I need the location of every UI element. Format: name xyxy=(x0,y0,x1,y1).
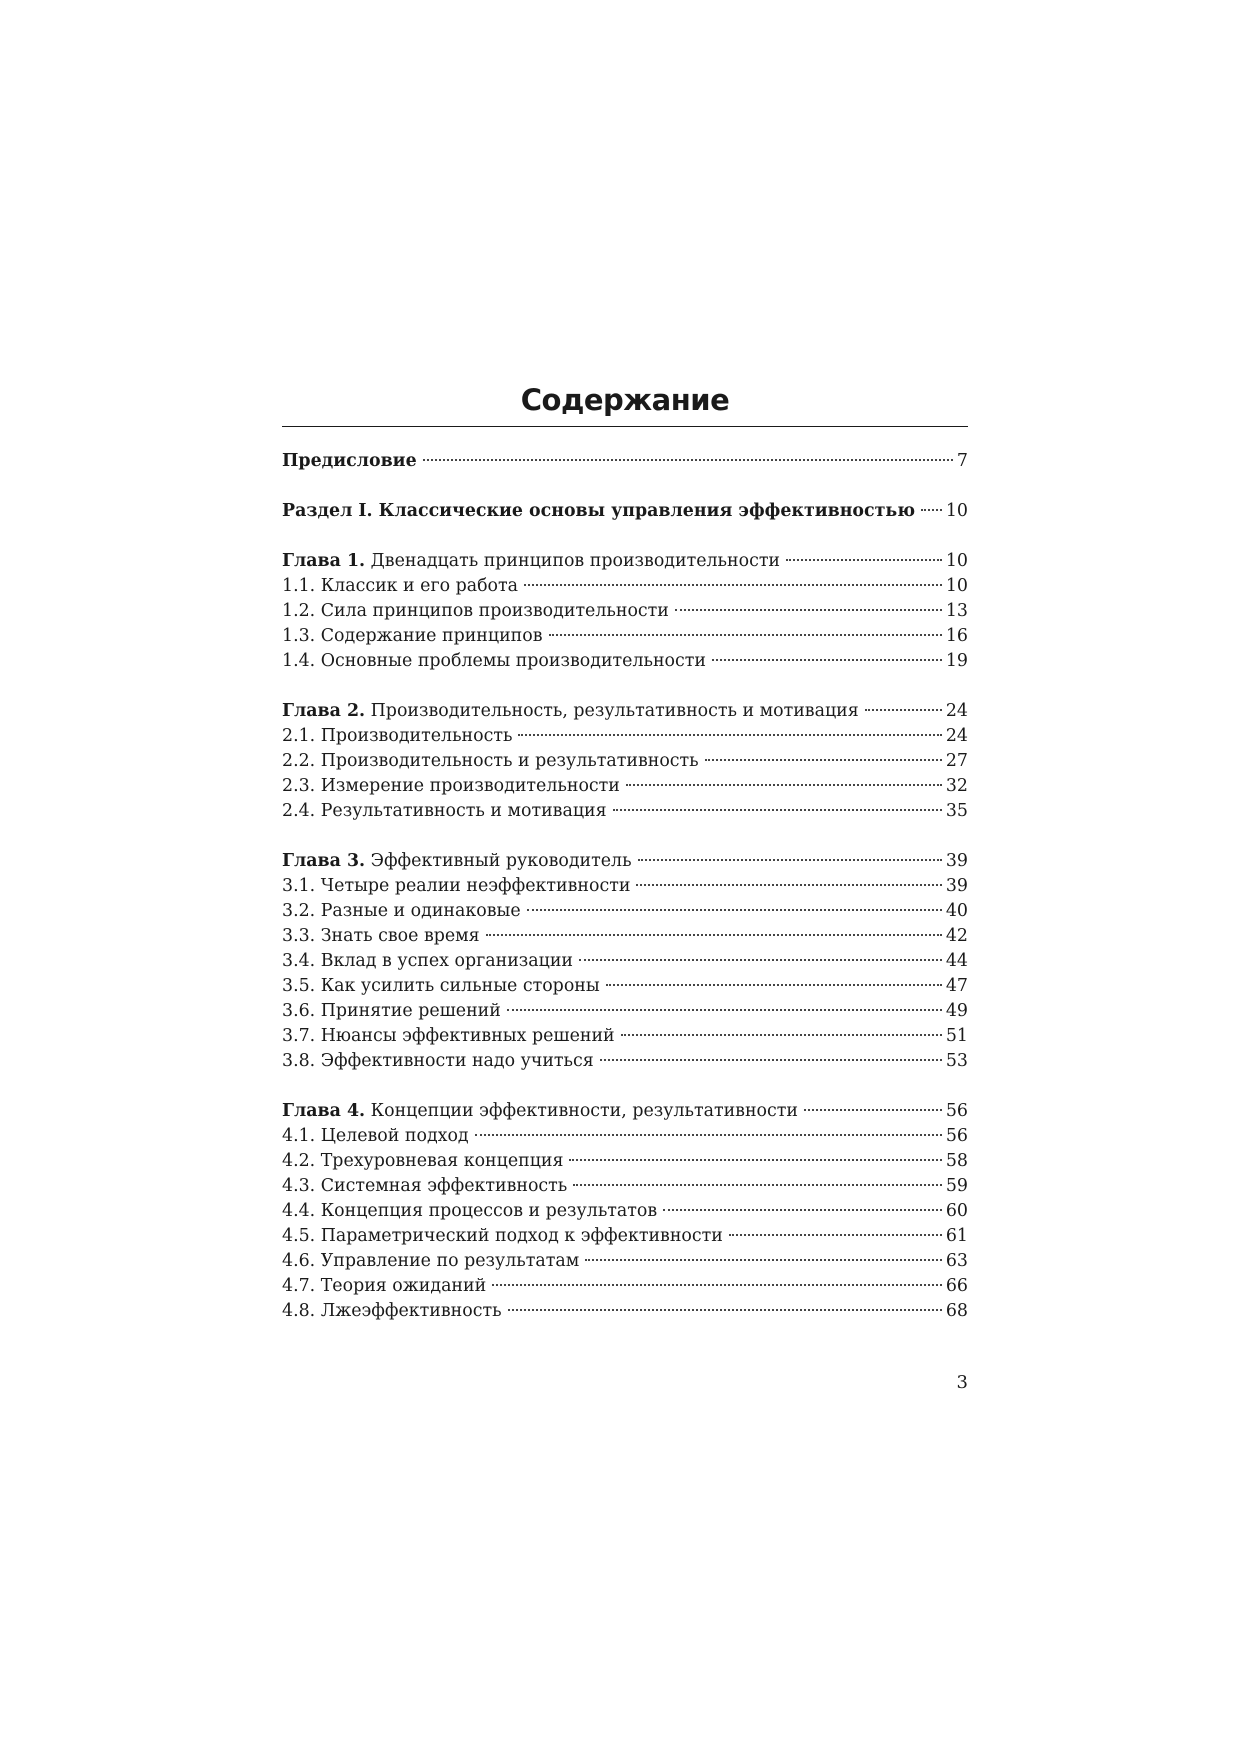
dot-leader xyxy=(579,959,942,961)
dot-leader xyxy=(675,609,942,611)
toc-entry[interactable] xyxy=(282,1124,968,1149)
toc-entry-page: 53 xyxy=(945,1051,968,1071)
chapter-prefix: Глава 2. xyxy=(282,701,366,721)
toc-entry-label: 3.1. Четыре реалии неэффективности xyxy=(282,876,631,896)
toc-entry-page: 42 xyxy=(945,926,968,946)
toc-entry[interactable] xyxy=(282,1174,968,1199)
toc-entry-label: 4.1. Целевой подход xyxy=(282,1126,469,1146)
toc-entry[interactable] xyxy=(282,899,968,924)
dot-leader xyxy=(423,459,953,461)
toc-entry[interactable] xyxy=(282,924,968,949)
dot-leader xyxy=(729,1234,942,1236)
toc-entry[interactable] xyxy=(282,949,968,974)
toc-entry-page: 10 xyxy=(945,576,968,596)
toc-entry-label: 3.7. Нюансы эффективных решений xyxy=(282,1026,615,1046)
page-title: Содержание xyxy=(520,383,730,417)
dot-leader xyxy=(518,734,941,736)
toc-entry[interactable] xyxy=(282,974,968,999)
toc-entry[interactable] xyxy=(282,724,968,749)
toc-entry-label: 1.2. Сила принципов производительности xyxy=(282,601,669,621)
spacer xyxy=(282,524,968,549)
dot-leader xyxy=(865,709,942,711)
page-number: 3 xyxy=(956,1372,968,1393)
toc-entry-label: 4.4. Концепция процессов и результатов xyxy=(282,1201,658,1221)
toc-entry-label xyxy=(282,549,780,574)
toc-entry[interactable] xyxy=(282,1199,968,1224)
toc-entry-label: 4.2. Трехуровневая концепция xyxy=(282,1151,564,1171)
toc-entry-label: 3.8. Эффективности надо учиться xyxy=(282,1051,594,1071)
toc-entry-page: 59 xyxy=(945,1176,968,1196)
toc-entry-label: 4.5. Параметрический подход к эффективности xyxy=(282,1226,723,1246)
toc-entry-page: 13 xyxy=(945,601,968,621)
toc-entry-page: 7 xyxy=(956,451,968,471)
toc-entry-page: 24 xyxy=(945,726,968,746)
chapter-title: Концепции эффективности, результативности xyxy=(370,1101,798,1121)
toc-entry-label: 1.3. Содержание принципов xyxy=(282,626,543,646)
toc-entry-page: 63 xyxy=(945,1251,968,1271)
toc-entry-page: 44 xyxy=(945,951,968,971)
chapter-title: Производительность, результативность и мотивация xyxy=(370,701,859,721)
toc-entry[interactable] xyxy=(282,1249,968,1274)
table-of-contents xyxy=(282,449,968,1324)
dot-leader xyxy=(486,934,942,936)
spacer xyxy=(282,474,968,499)
toc-entry-page: 10 xyxy=(945,501,968,521)
toc-entry[interactable] xyxy=(282,1274,968,1299)
dot-leader xyxy=(527,909,942,911)
toc-entry[interactable] xyxy=(282,774,968,799)
chapter-title: Эффективный руководитель xyxy=(370,851,632,871)
dot-leader xyxy=(636,884,941,886)
toc-entry[interactable] xyxy=(282,874,968,899)
toc-entry[interactable] xyxy=(282,1049,968,1074)
toc-entry-page: 10 xyxy=(945,551,968,571)
dot-leader xyxy=(508,1309,942,1311)
toc-entry[interactable] xyxy=(282,574,968,599)
toc-entry-label: 3.2. Разные и одинаковые xyxy=(282,901,521,921)
toc-page xyxy=(282,378,968,1324)
toc-entry-label: 4.8. Лжеэффективность xyxy=(282,1301,502,1321)
toc-entry-page: 27 xyxy=(945,751,968,771)
chapter-prefix: Глава 4. xyxy=(282,1101,366,1121)
toc-entry-label: 4.7. Теория ожиданий xyxy=(282,1276,487,1296)
dot-leader xyxy=(663,1209,942,1211)
toc-entry-label: 2.3. Измерение производительности xyxy=(282,776,620,796)
toc-entry-label: 2.4. Результативность и мотивация xyxy=(282,801,607,821)
spacer xyxy=(282,1074,968,1099)
toc-entry[interactable] xyxy=(282,624,968,649)
toc-entry-page: 24 xyxy=(945,701,968,721)
dot-leader xyxy=(569,1159,941,1161)
toc-entry-label xyxy=(282,699,859,724)
toc-entry-section-1[interactable] xyxy=(282,499,968,524)
dot-leader xyxy=(921,509,942,511)
title-underline xyxy=(282,426,968,427)
dot-leader xyxy=(507,1009,942,1011)
toc-entry-label: Предисловие xyxy=(282,451,417,471)
toc-entry-label: 1.1. Классик и его работа xyxy=(282,576,519,596)
spacer xyxy=(282,824,968,849)
dot-leader xyxy=(705,759,942,761)
dot-leader xyxy=(524,584,942,586)
dot-leader xyxy=(712,659,942,661)
dot-leader xyxy=(585,1259,942,1261)
toc-entry-page: 16 xyxy=(945,626,968,646)
toc-entry-label: 3.5. Как усилить сильные стороны xyxy=(282,976,600,996)
chapter-title: Двенадцать принципов производительности xyxy=(370,551,781,571)
dot-leader xyxy=(475,1134,942,1136)
dot-leader xyxy=(613,809,942,811)
dot-leader xyxy=(606,984,942,986)
toc-entry-page: 61 xyxy=(945,1226,968,1246)
toc-entry-label: 4.6. Управление по результатам xyxy=(282,1251,580,1271)
toc-entry[interactable] xyxy=(282,749,968,774)
chapter-prefix: Глава 1. xyxy=(282,551,366,571)
toc-entry-page: 68 xyxy=(945,1301,968,1321)
dot-leader xyxy=(549,634,942,636)
toc-entry-label: 3.6. Принятие решений xyxy=(282,1001,501,1021)
toc-entry-label: 2.2. Производительность и результативность xyxy=(282,751,699,771)
toc-entry-page: 19 xyxy=(945,651,968,671)
toc-entry-label: 2.1. Производительность xyxy=(282,726,513,746)
toc-entry-page: 51 xyxy=(945,1026,968,1046)
toc-entry-page: 56 xyxy=(945,1101,968,1121)
toc-entry[interactable] xyxy=(282,999,968,1024)
toc-entry-page: 47 xyxy=(945,976,968,996)
dot-leader xyxy=(638,859,942,861)
toc-entry-label xyxy=(282,1099,798,1124)
toc-entry-label: Раздел I. Классические основы управления эффективностью xyxy=(282,501,916,521)
toc-entry-page: 39 xyxy=(945,851,968,871)
dot-leader xyxy=(626,784,942,786)
toc-entry-page: 32 xyxy=(945,776,968,796)
toc-entry-page: 39 xyxy=(945,876,968,896)
spacer xyxy=(282,674,968,699)
toc-entry-chapter-2[interactable] xyxy=(282,699,968,724)
dot-leader xyxy=(786,559,942,561)
toc-entry[interactable] xyxy=(282,599,968,624)
toc-entry[interactable] xyxy=(282,1224,968,1249)
dot-leader xyxy=(621,1034,942,1036)
toc-entry-page: 56 xyxy=(945,1126,968,1146)
toc-entry-chapter-3[interactable] xyxy=(282,849,968,874)
dot-leader xyxy=(804,1109,942,1111)
toc-entry-page: 66 xyxy=(945,1276,968,1296)
toc-entry-page: 35 xyxy=(945,801,968,821)
dot-leader xyxy=(600,1059,942,1061)
toc-entry[interactable] xyxy=(282,1299,968,1324)
toc-entry-page: 40 xyxy=(945,901,968,921)
toc-entry-chapter-4[interactable] xyxy=(282,1099,968,1124)
toc-entry-preface[interactable] xyxy=(282,449,968,474)
toc-entry-page: 60 xyxy=(945,1201,968,1221)
dot-leader xyxy=(573,1184,942,1186)
toc-entry-label: 4.3. Системная эффективность xyxy=(282,1176,568,1196)
toc-entry-page: 58 xyxy=(945,1151,968,1171)
dot-leader xyxy=(492,1284,942,1286)
toc-entry-label: 1.4. Основные проблемы производительности xyxy=(282,651,706,671)
toc-entry-page: 49 xyxy=(945,1001,968,1021)
toc-entry[interactable] xyxy=(282,1149,968,1174)
toc-entry-chapter-1[interactable] xyxy=(282,549,968,574)
toc-entry-label: 3.3. Знать свое время xyxy=(282,926,480,946)
chapter-prefix: Глава 3. xyxy=(282,851,366,871)
toc-entry-label: 3.4. Вклад в успех организации xyxy=(282,951,574,971)
toc-entry[interactable] xyxy=(282,799,968,824)
toc-entry[interactable] xyxy=(282,1024,968,1049)
toc-entry-label xyxy=(282,849,632,874)
toc-entry[interactable] xyxy=(282,649,968,674)
